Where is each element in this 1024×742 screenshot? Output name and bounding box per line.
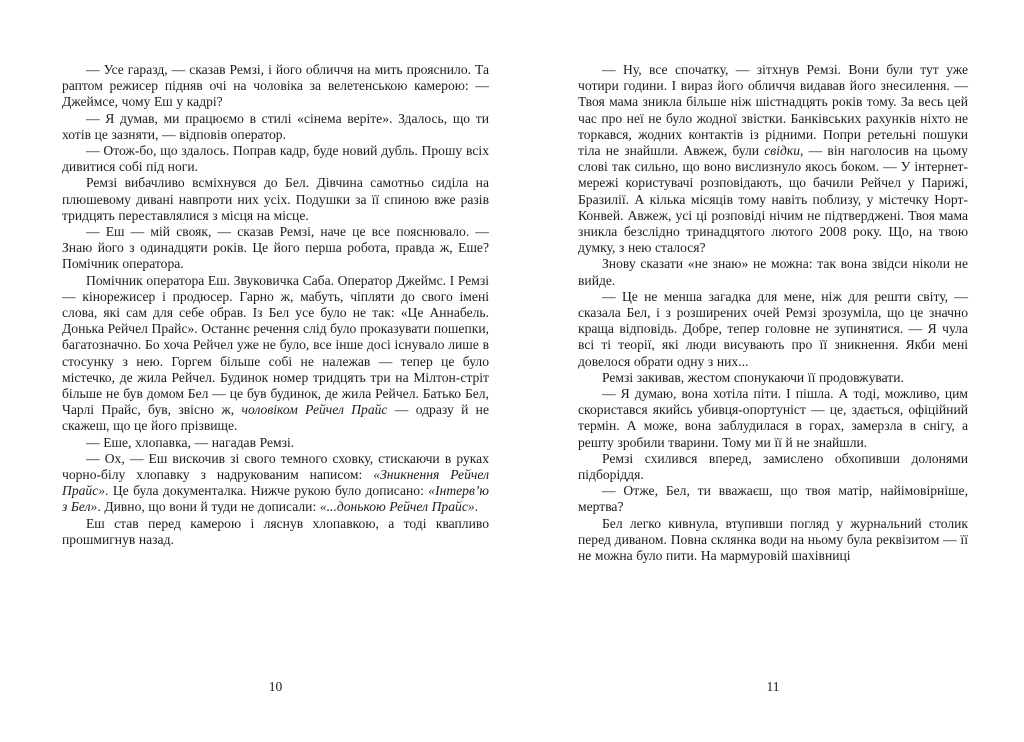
text-run: — Я думаю, вона хотіла піти. І пішла. А тоді, можливо, цим скористався якийсь убивця-опортуніст — це, здається, офіційний термін. А може, вона заблудилася в горах, замерзла в снігу, а решту зробили тварини. Тому ми її й не знайшли. (578, 386, 968, 450)
text-run: . Це була документалка. Нижче рукою було дописано: (105, 483, 429, 499)
text-run: — Отже, Бел, ти вважаєш, що твоя матір, найімовірніше, мертва? (578, 483, 968, 515)
paragraph (578, 483, 968, 515)
paragraph (62, 435, 489, 451)
text-run: Помічник оператора Еш. Звуковичка Саба. Оператор Джеймс. І Ремзі — кінорежисер і продюсер. Гарно ж, мабуть, чіпляти до свого імені слова, які сам для себе обрав. Із Бел усе було не так: «Це Аннабель. Донька Рейчел Прайс». Останнє речення слід було проказувати пошепки, багатозначно. Бо хоча Рейчел уже не було, все інше досі існувало лише в стосунку з нею. Горгем більше собі не належав — тепер це було містечко, де жила Рейчел. Будинок номер тридцять три на Мілтон-стріт більше не був домом Бел — це був будинок, де жила Рейчел. Батько Бел, Чарлі Прайс, був, звісно ж, (62, 272, 489, 418)
text-run: Знову сказати «не знаю» не можна: так вона звідси ніколи не вийде. (578, 256, 968, 288)
italic-text: «...донькою Рейчел Прайс» (319, 499, 475, 515)
left-page-number: 10 (268, 679, 283, 694)
paragraph (62, 111, 489, 143)
paragraph (578, 451, 968, 483)
paragraph (578, 256, 968, 288)
text-run: — Усе гаразд, — сказав Ремзі, і його обличчя на мить прояснило. Та раптом режисер підняв очі на чоловіка за велетенською камерою: — Джеймсе, чому Еш у кадрі? (62, 62, 489, 110)
left-page-text (62, 62, 489, 548)
text-run: — Ну, все спочатку, — зітхнув Ремзі. Вони були тут уже чотири години. І вираз його обличчя видавав його знесилення. — Твоя мама зникла більше ніж шістнадцять років тому. За весь цей час про неї не було жодної звістки. Банківських рахунків ніхто не торкався, жодних контактів із рідними. Попри ретельні пошуки тіла не знайшли. Авжеж, були (578, 62, 968, 159)
text-run: — Отож-бо, що здалось. Поправ кадр, буде новий дубль. Прошу всіх дивитися собі під ноги. (62, 143, 489, 175)
right-page-number: 11 (766, 679, 780, 694)
text-run: , — він наголосив на цьому слові так сильно, що воно вислизнуло якось боком. — У інтернет-мережі користувачі розповідають, що бачили Рейчел у Парижі, Бразилії. А кілька місяців тому навіть поблизу, у містечку Норт-Конвей. Авжеж, усі ці розповіді нічим не підтверджені. Твоя мама зникла безслідно тринадцятого лютого 2008 року. Що, на твою думку, з нею сталося? (578, 143, 969, 256)
text-run: — Еше, хлопавка, — нагадав Ремзі. (86, 434, 295, 450)
right-page-text (578, 62, 968, 564)
paragraph (578, 386, 968, 451)
text-run: — Еш — мій свояк, — сказав Ремзі, наче це все пояснювало. — Знаю його з одинадцяти років. Це його перша робота, правда ж, Еше? Помічник оператора. (62, 224, 489, 272)
text-run: Еш став перед камерою і ляснув хлопавкою, а тоді квапливо прошмигнув назад. (62, 515, 489, 547)
paragraph (578, 289, 968, 370)
text-run: — Я думав, ми працюємо в стилі «сінема веріте». Здалось, що ти хотів це зазняти, — відповів оператор. (62, 110, 489, 142)
italic-text: чоловіком Рейчел Прайс (241, 402, 388, 418)
paragraph (578, 62, 968, 256)
text-run: Ремзі закивав, жестом спонукаючи її продовжувати. (602, 369, 904, 385)
text-run: . Дивно, що вони й туди не дописали: (97, 499, 320, 515)
paragraph (62, 175, 489, 224)
text-run: — Ох, — Еш вискочив зі свого темного сховку, стискаючи в руках чорно-білу хлопавку з надрукованим написом: (62, 450, 489, 483)
paragraph (62, 516, 489, 548)
paragraph (62, 224, 489, 273)
paragraph (62, 143, 489, 175)
paragraph (62, 62, 489, 111)
italic-text: свідки (764, 143, 801, 159)
text-run: Ремзі вибачливо всміхнувся до Бел. Дівчина самотньо сиділа на плюшевому дивані навпроти них усіх. Подушки за її спиною вже разів тридцять переставлялися з місця на місце. (62, 175, 489, 223)
text-run: — Це не менша загадка для мене, ніж для решти світу, — сказала Бел, і з розширених очей Ремзі зрозуміла, що це значно краща відповідь. Добре, тепер головне не зупинятися. — Я чула всі ті теорії, які люди висувають про її зникнення. Якби мені довелося обрати одну з них... (578, 288, 968, 369)
text-run: . (474, 499, 479, 515)
italic-text: «Інтерв’ю з Бел» (62, 483, 489, 515)
paragraph (578, 516, 968, 565)
text-run: — одразу й не скажеш, що це його прізвище. (62, 402, 489, 434)
paragraph (62, 451, 489, 516)
text-run: Ремзі схилився вперед, замислено обхопивши долонями підборіддя. (578, 450, 968, 483)
paragraph (62, 273, 489, 435)
paragraph (578, 370, 968, 386)
italic-text: «Зникнення Рейчел Прайс» (62, 467, 489, 499)
text-run: Бел легко кивнула, втупивши погляд у журнальний столик перед диваном. Повна склянка води на ньому була реквізитом — її не можна було пити. На мармуровій шахівниці (578, 515, 968, 564)
